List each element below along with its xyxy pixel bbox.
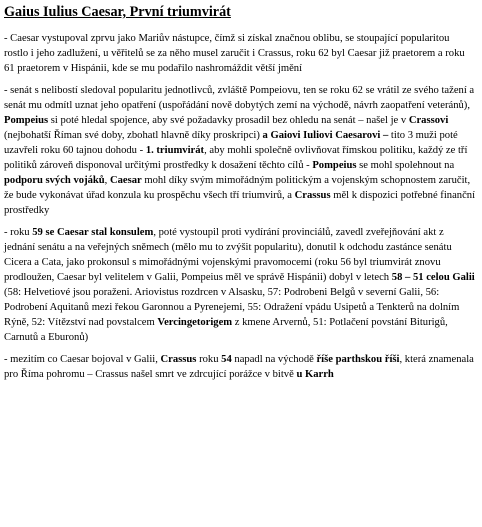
text-run: ,: [104, 175, 110, 186]
text-run: - mezitím co Caesar bojoval v Galii,: [4, 354, 161, 365]
bold-text-run: Caesar: [109, 175, 142, 186]
paragraph-caesar-rise: [4, 31, 476, 76]
bold-text-run: 54: [221, 354, 232, 365]
text-run: , aby mohli společně ovlivňovat římskou politiku, každý ze tří politiků zároveň disponoval určitými prostředky k dosažení těchto cílů -: [4, 145, 468, 171]
bold-text-run: Crassovi: [408, 115, 449, 126]
bold-text-run: 1. triumvirát: [145, 145, 205, 156]
text-run: napadl na východě: [231, 354, 317, 365]
bold-text-run: a Gaiovi Iuliovi Caesarovi –: [262, 130, 389, 141]
text-run: , poté vystoupil proti vydírání provinciálů, zavedl zveřejňování akt z jednání senátu a na veřejných sněmech (mělo mu to zvýšit popularitu), donutil k odchodu zastánce senátu Cicera a Cata, jako prokonsul s mimořádnými vojenskými pravomocemi (roku 56 byl triumvirát znovu prodloužen, Caesar byl velitelem v Galii, Pompeius měl ve správě Hispánii) dobyl v letech: [4, 227, 452, 283]
text-run: , která znamenala pro Říma pohromu – Crassus našel smrt ve zdrcující porážce v bitvě: [4, 354, 474, 380]
paragraph-first-triumvirate: [4, 83, 476, 218]
text-run: - senát s nelibostí sledoval popularitu jednotlivců, zvláště Pompeiovu, ten se roku 62 se vrátil ze svého tažení a senát mu odmítl uznat jeho opatření (uspořádání nově dobytých zemí na východě, návrh zaopatření veteránů),: [4, 85, 475, 111]
text-run: měl k dispozici potřebné finanční prostředky: [4, 190, 476, 216]
text-run: se mohl spolehnout na: [356, 160, 455, 171]
text-run: (58: Helvetiové jsou poraženi. Ariovistus rozdrcen v Alsasku, 57: Podrobeni Belgů v severní Galii, 56: Podrobení Aquitanů mezi řekou Garonnou a Pyrenejemi, 55: Odražení vpádu Usipetů a Tenkterů na dolním Rýně, 52: Vítězství nad povstalcem: [4, 287, 460, 328]
text-run: mohl díky svým mimořádným politickým a vojenským schopnostem zaručit, že bude vykonávat úřad konzula ku prospěchu všech tří triumvirů, a: [4, 175, 471, 201]
bold-text-run: Pompeius: [312, 160, 357, 171]
bold-text-run: 58 – 51 celou Galii: [391, 272, 475, 283]
text-run: tito 3 muži poté uzavřeli roku 60 tajnou dohodu -: [4, 130, 458, 156]
bold-text-run: u Karrh: [296, 369, 334, 380]
page-title: Gaius Iulius Caesar, První triumvirát: [4, 4, 231, 20]
bold-text-run: podporu svých vojáků: [4, 175, 105, 186]
bold-text-run: Vercingetorigem: [157, 317, 233, 328]
bold-text-run: Crassus: [160, 354, 197, 365]
paragraph-crassus-parthia: [4, 352, 476, 382]
paragraph-consulship-gaul: [4, 225, 476, 345]
text-run: z kmene Arvernů, 51: Potlačení povstání Biturigů, Carnutů a Eburonů): [4, 317, 448, 343]
text-run: (nejbohatší Říman své doby, zbohatl hlavně díky proskripci): [4, 130, 263, 141]
text-run: - roku: [4, 227, 33, 238]
bold-text-run: Pompeius: [4, 115, 49, 126]
bold-text-run: říše parthskou říši: [316, 354, 400, 365]
bold-text-run: Crassus: [294, 190, 331, 201]
text-run: roku: [196, 354, 222, 365]
bold-text-run: 59 se Caesar stal konsulem: [32, 227, 154, 238]
text-run: si poté hledal spojence, aby své požadavky prosadil bez ohledu na senát – našel je v: [48, 115, 409, 126]
text-run: - Caesar vystupoval zprvu jako Mariův nástupce, čímž si získal značnou oblibu, se stoupající popularitou rostlo i jeho zadlužení, u věřitelů se za něho musel zaručit i Crassus, roku 62 byl Caesar již praetorem a roku 61 praetorem v Hispánii, kde se mu podařilo nashromáždit větší jmění: [4, 33, 465, 74]
